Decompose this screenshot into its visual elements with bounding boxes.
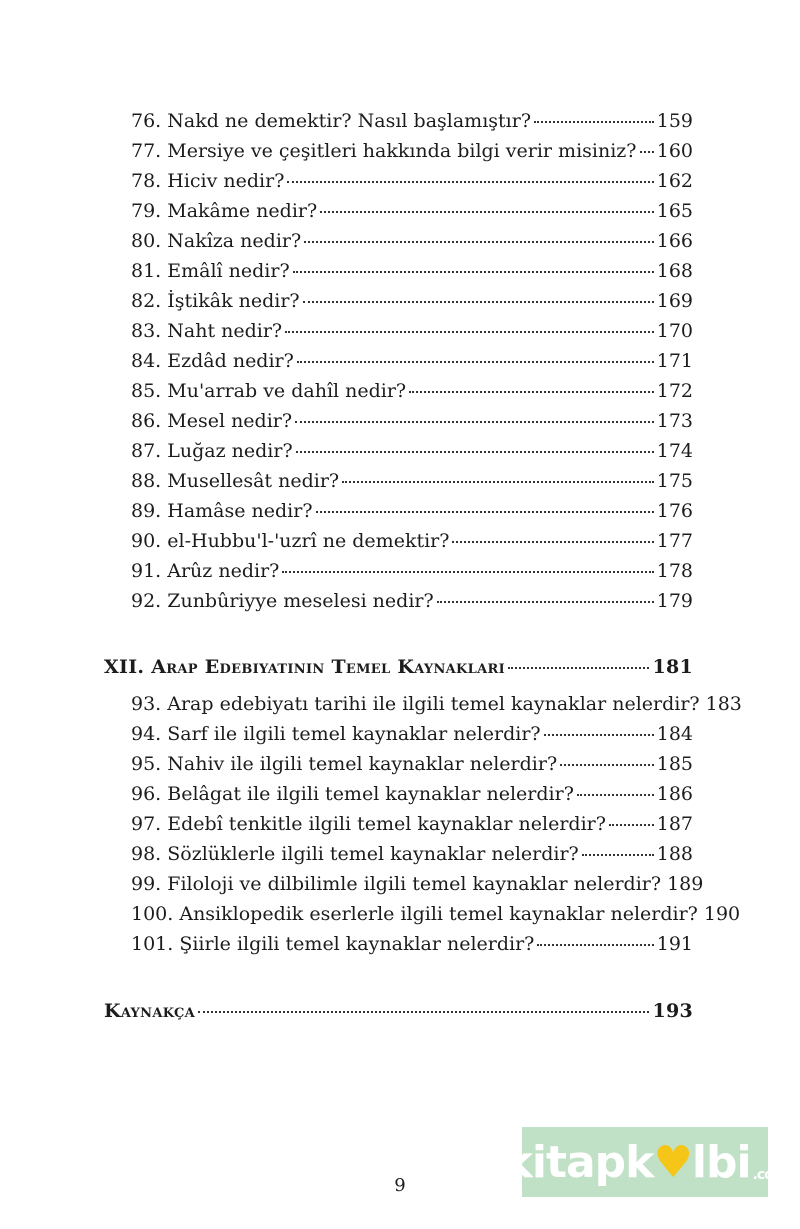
- toc-entry: [131, 468, 693, 494]
- toc-entry-page: 169: [656, 290, 693, 312]
- watermark-prefix: kitapk: [503, 1136, 654, 1188]
- toc-entry-title: 83. Naht nedir?: [131, 320, 283, 342]
- toc-entry-page: 191: [656, 933, 693, 955]
- dot-leader: [282, 570, 653, 573]
- toc-entry-page: 174: [656, 440, 693, 462]
- dot-leader: [304, 240, 654, 243]
- dot-leader: [285, 330, 654, 333]
- toc-entry: [131, 498, 693, 524]
- dot-leader: [296, 450, 654, 453]
- dot-leader: [320, 210, 654, 213]
- toc-entry-title: 80. Nakîza nedir?: [131, 230, 302, 252]
- toc-entry-title: 93. Arap edebiyatı tarihi ile ilgili temel kaynaklar nelerdir?: [131, 693, 700, 715]
- toc-entry: [131, 721, 693, 747]
- toc-entry-page: 184: [656, 723, 693, 745]
- bibliography-page: 193: [652, 1000, 693, 1022]
- bibliography-title: Kaynakça: [104, 1000, 195, 1022]
- toc-entry-page: 185: [656, 753, 693, 775]
- dot-leader: [342, 480, 654, 483]
- toc-entry-title: 98. Sözlüklerle ilgili temel kaynaklar nelerdir?: [131, 843, 579, 865]
- toc-entry: [131, 811, 693, 837]
- toc-entry-title: 84. Ezdâd nedir?: [131, 350, 294, 372]
- dot-leader: [534, 120, 654, 123]
- toc-bibliography-heading: [104, 998, 693, 1024]
- site-watermark: [503, 1127, 787, 1197]
- toc-entry-page: 166: [656, 230, 693, 252]
- dot-leader: [409, 390, 654, 393]
- dot-leader: [316, 510, 654, 513]
- toc-entry-title: 94. Sarf ile ilgili temel kaynaklar nelerdir?: [131, 723, 541, 745]
- dot-leader: [544, 733, 654, 736]
- toc-entry: [131, 871, 704, 897]
- dot-leader: [560, 763, 654, 766]
- toc-entry: [131, 781, 693, 807]
- toc-entry: [131, 168, 693, 194]
- toc-entry: [131, 438, 693, 464]
- toc-entry-title: 79. Makâme nedir?: [131, 200, 318, 222]
- toc-entry-title: 96. Belâgat ile ilgili temel kaynaklar nelerdir?: [131, 783, 574, 805]
- toc-entry: [131, 528, 693, 554]
- toc-entry: [131, 348, 693, 374]
- toc-entry-page: 176: [656, 500, 693, 522]
- dot-leader: [508, 666, 649, 669]
- toc-entry: [131, 408, 693, 434]
- watermark-domain: .com: [752, 1167, 787, 1183]
- toc-entry-page: 173: [656, 410, 693, 432]
- toc-entry: [131, 841, 693, 867]
- dot-leader: [582, 853, 654, 856]
- section-page: 181: [652, 656, 693, 678]
- toc-entry-page: 172: [656, 380, 693, 402]
- toc-entry-title: 97. Edebî tenkitle ilgili temel kaynaklar nelerdir?: [131, 813, 606, 835]
- toc-entry-page: 188: [656, 843, 693, 865]
- toc-entry: [131, 558, 693, 584]
- toc-entry-title: 77. Mersiye ve çeşitleri hakkında bilgi verir misiniz?: [131, 140, 637, 162]
- dot-leader: [287, 180, 653, 183]
- page-number: 9: [394, 1175, 406, 1196]
- toc-entry: [131, 138, 693, 164]
- dot-leader: [293, 270, 654, 273]
- toc-entry-title: 86. Mesel nedir?: [131, 410, 293, 432]
- toc-entry-page: 179: [656, 590, 693, 612]
- toc-entry-title: 76. Nakd ne demektir? Nasıl başlamıştır?: [131, 110, 532, 132]
- toc-entry: [131, 228, 693, 254]
- toc-entry-page: 183: [705, 693, 742, 715]
- toc-entry: [131, 691, 742, 717]
- toc-entry-page: 165: [656, 200, 693, 222]
- toc-entry-title: 89. Hamâse nedir?: [131, 500, 313, 522]
- toc-entry: [131, 901, 741, 927]
- toc-entry-title: 81. Emâlî nedir?: [131, 260, 290, 282]
- toc-entry: [131, 318, 693, 344]
- toc-entry: [131, 198, 693, 224]
- dot-leader: [295, 420, 654, 423]
- dot-leader: [577, 793, 654, 796]
- toc-entry-page: 171: [656, 350, 693, 372]
- toc-entry: [131, 931, 693, 957]
- toc-entry-title: 88. Musellesât nedir?: [131, 470, 340, 492]
- dot-leader: [297, 360, 654, 363]
- toc-entry: [131, 108, 693, 134]
- toc-entry-title: 95. Nahiv ile ilgili temel kaynaklar nelerdir?: [131, 753, 558, 775]
- toc-entry-page: 159: [656, 110, 693, 132]
- toc-entry-page: 160: [656, 140, 693, 162]
- dot-leader: [452, 540, 653, 543]
- toc-entry-page: 190: [703, 903, 741, 925]
- dot-leader: [437, 600, 654, 603]
- toc-entry-title: 87. Luğaz nedir?: [131, 440, 293, 462]
- toc-entry-title: 85. Mu'arrab ve dahîl nedir?: [131, 380, 407, 402]
- toc-entry-page: 186: [656, 783, 693, 805]
- toc-entry-title: 78. Hiciv nedir?: [131, 170, 285, 192]
- toc-entry: [131, 288, 693, 314]
- toc-entry: [131, 751, 693, 777]
- section-title: XII. Arap Edebiyatının Temel Kaynakları: [104, 656, 505, 678]
- dot-leader: [640, 150, 654, 153]
- toc-entry-title: 92. Zunbûriyye meselesi nedir?: [131, 590, 434, 612]
- toc-entry-page: 175: [656, 470, 693, 492]
- toc-entry-title: 99. Filoloji ve dilbilimle ilgili temel kaynaklar nelerdir?: [131, 873, 662, 895]
- toc-entry-title: 82. İştikâk nedir?: [131, 290, 300, 312]
- toc-section-heading: [104, 654, 693, 680]
- toc-entry-title: 100. Ansiklopedik eserlerle ilgili temel kaynaklar nelerdir?: [131, 903, 698, 925]
- toc-entry-page: 187: [656, 813, 693, 835]
- toc-entry-title: 90. el-Hubbu'l-'uzrî ne demektir?: [131, 530, 450, 552]
- dot-leader: [609, 823, 654, 826]
- toc-entry: [131, 588, 693, 614]
- heart-icon: ♥: [653, 1136, 692, 1188]
- dot-leader: [537, 943, 653, 946]
- toc-entry-page: 178: [656, 560, 693, 582]
- toc-entry: [131, 258, 693, 284]
- toc-entry-page: 170: [656, 320, 693, 342]
- watermark-suffix: lbi: [691, 1136, 751, 1188]
- dot-leader: [303, 300, 654, 303]
- toc-entry: [131, 378, 693, 404]
- toc-entry-page: 168: [656, 260, 693, 282]
- dot-leader: [198, 1010, 649, 1013]
- toc-entry-title: 101. Şiirle ilgili temel kaynaklar nelerdir?: [131, 933, 535, 955]
- toc-entry-page: 189: [667, 873, 704, 895]
- toc-entry-title: 91. Arûz nedir?: [131, 560, 280, 582]
- toc-entry-page: 162: [656, 170, 693, 192]
- toc-entry-page: 177: [656, 530, 693, 552]
